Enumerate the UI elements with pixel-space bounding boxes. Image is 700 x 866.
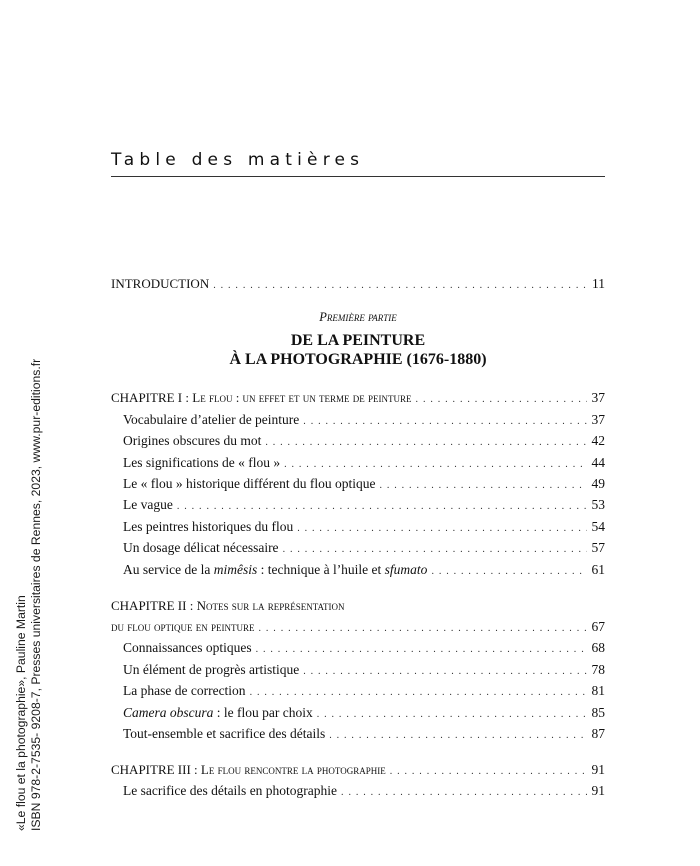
toc-label — [123, 562, 427, 578]
dot-leader — [283, 545, 587, 555]
dot-leader — [256, 645, 587, 655]
toc-page: 57 — [591, 540, 605, 555]
toc-entry[interactable] — [123, 455, 605, 475]
toc-label: Un élément de progrès artistique — [123, 662, 300, 677]
dot-leader — [390, 767, 587, 777]
citation-line-1: «Le flou et la photographie», Pauline Martin — [14, 595, 28, 831]
part-title-line-2: À LA PHOTOGRAPHIE (1676-1880) — [229, 351, 487, 368]
dot-leader — [284, 460, 587, 470]
toc-label: La phase de correction — [123, 683, 246, 698]
chapter-title: Notes sur la représentation — [196, 598, 345, 613]
chapter-prefix: CHAPITRE III : — [111, 762, 201, 777]
toc-entry-chapter-1[interactable] — [111, 390, 605, 410]
toc-page: 91 — [591, 783, 605, 798]
toc-label: Tout-ensemble et sacrifice des détails — [123, 726, 326, 741]
dot-leader — [177, 502, 587, 512]
toc-entry[interactable] — [123, 562, 605, 582]
toc-label: Le sacrifice des détails en photographie — [123, 783, 338, 798]
toc-entry[interactable] — [123, 476, 605, 496]
toc-entry[interactable] — [123, 640, 605, 660]
toc-label — [123, 705, 313, 721]
dot-leader — [303, 417, 587, 427]
toc-label: Origines obscures du mot — [123, 433, 262, 448]
toc-entry[interactable] — [123, 705, 605, 725]
side-citation — [14, 358, 48, 831]
page-title: Table des matières — [111, 150, 365, 170]
toc-page: 42 — [591, 433, 605, 448]
part-label: Première partie — [319, 310, 397, 324]
toc-entry[interactable] — [123, 662, 605, 682]
dot-leader — [341, 788, 587, 798]
label-part: Au service de la — [123, 562, 214, 577]
toc-entry-chapter-2[interactable] — [111, 619, 605, 639]
toc-entry[interactable] — [123, 433, 605, 453]
toc-entry[interactable] — [123, 783, 605, 803]
dot-leader — [379, 481, 587, 491]
toc-page: 67 — [591, 619, 605, 634]
toc-page: 61 — [591, 562, 605, 577]
chapter-2-heading-line-1[interactable] — [111, 598, 345, 614]
citation-line-2: ISBN 978-2-7535- 9208-7, Presses universitaires de Rennes, 2023, www.pur-editions.fr — [29, 358, 43, 831]
toc-label: Les significations de « flou » — [123, 455, 281, 470]
chapter-heading — [111, 390, 412, 406]
part-title-line-1: DE LA PEINTURE — [290, 332, 426, 349]
toc-page: 85 — [591, 705, 605, 720]
dot-leader — [250, 688, 587, 698]
toc-label: Le « flou » historique différent du flou optique — [123, 476, 376, 491]
label-part: : le flou par choix — [213, 705, 313, 720]
chapter-title-cont: du flou optique en peinture — [111, 619, 255, 634]
dot-leader — [297, 524, 587, 534]
toc-page: 53 — [591, 497, 605, 512]
toc-label: INTRODUCTION — [111, 276, 210, 291]
toc-page: 91 — [591, 762, 605, 777]
chapter-title: Le flou rencontre la photographie — [200, 762, 386, 777]
toc-page: 87 — [591, 726, 605, 741]
dot-leader — [329, 731, 587, 741]
toc-page: 54 — [591, 519, 605, 534]
toc-page: 81 — [591, 683, 605, 698]
dot-leader — [416, 395, 587, 405]
dot-leader — [265, 438, 587, 448]
toc-entry[interactable] — [123, 497, 605, 517]
chapter-heading — [111, 762, 386, 778]
toc-page: 11 — [592, 276, 605, 291]
label-italic: mimêsis — [213, 562, 258, 577]
toc-page: 68 — [591, 640, 605, 655]
toc-entry[interactable] — [123, 519, 605, 539]
label-italic: Camera obscura — [123, 705, 214, 720]
chapter-title: Le flou : un effet et un terme de peinture — [192, 390, 412, 405]
chapter-prefix: CHAPITRE II : — [111, 598, 197, 613]
toc-entry[interactable] — [123, 683, 605, 703]
toc-page: 78 — [591, 662, 605, 677]
label-italic: sfumato — [384, 562, 428, 577]
toc-page: 49 — [591, 476, 605, 491]
toc-page: 44 — [591, 455, 605, 470]
toc-page: 37 — [591, 390, 605, 405]
chapter-prefix: CHAPITRE I : — [111, 390, 193, 405]
dot-leader — [259, 624, 588, 634]
dot-leader — [303, 667, 587, 677]
label-part: : technique à l’huile et — [257, 562, 385, 577]
toc-label: Les peintres historiques du flou — [123, 519, 294, 534]
toc-page: 37 — [591, 412, 605, 427]
toc-label: Un dosage délicat nécessaire — [123, 540, 279, 555]
toc-entry-chapter-3[interactable] — [111, 762, 605, 782]
dot-leader — [213, 281, 587, 291]
toc-label: Vocabulaire d’atelier de peinture — [123, 412, 300, 427]
toc-entry-introduction[interactable] — [111, 276, 605, 296]
toc-entry[interactable] — [123, 726, 605, 746]
dot-leader — [317, 710, 587, 720]
toc-entry[interactable] — [123, 540, 605, 560]
title-rule — [111, 176, 605, 177]
toc-label: Connaissances optiques — [123, 640, 252, 655]
toc-entry[interactable] — [123, 412, 605, 432]
dot-leader — [431, 567, 587, 577]
toc-label: Le vague — [123, 497, 173, 512]
